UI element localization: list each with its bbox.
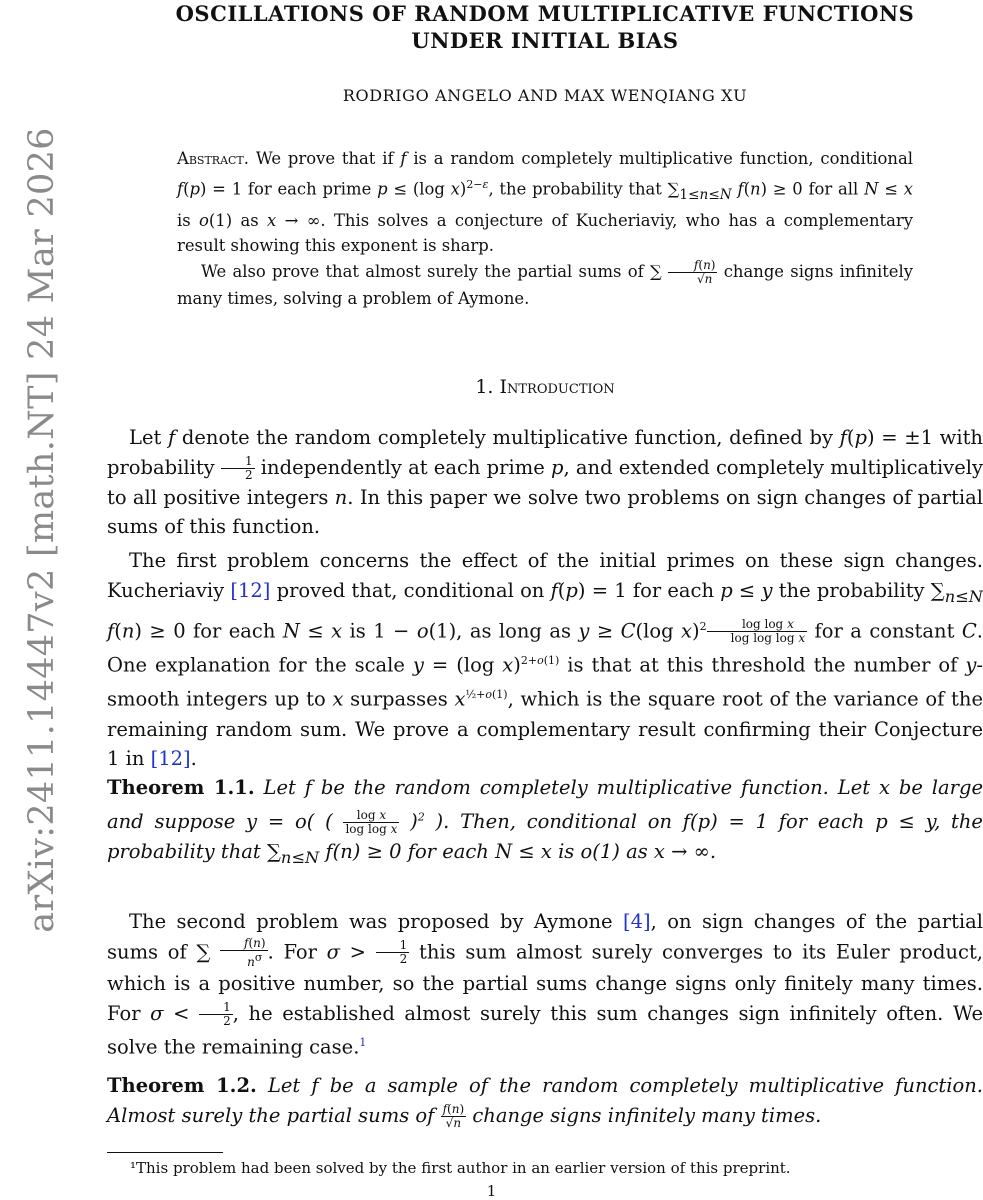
citation-link[interactable]: [4] [623, 910, 651, 933]
footnote: ¹This problem had been solved by the first author in an earlier version of this preprint. [130, 1159, 791, 1177]
intro-paragraph-1: Let f denote the random completely multiplicative function, defined by f(p) = ±1 with probability $\frac{1}{2}$ independently at each prime p, and extended completely multiplicatively to all positive integers n. In this paper we solve two problems on sign changes of partial sums of this function. [107, 426, 983, 539]
abstract-label: Abstract. [177, 149, 249, 168]
page-number: 1 [486, 1182, 497, 1200]
citation-link[interactable]: [12] [150, 747, 191, 771]
citation-link[interactable]: [12] [230, 578, 271, 602]
intro-block-2 [107, 907, 983, 1063]
title-line-2: UNDER INITIAL BIAS [411, 28, 679, 53]
intro-paragraph-2: The first problem concerns the effect of the initial primes on these sign changes. Kucheriaviy [12] proved that, conditional on f(p) = 1 for each p ≤ y the probability $\sum_{n\le N}$ f(n) ≥ 0 for each N ≤ x is 1 − o(1), as long as y ≥ C(log x)$^2$ $\frac{\text{log log x}}{\text{log log log x}}$ for a constant C. One explanation for the scale y = (log x)$^{2+o(1)}$ is that at this threshold the number of y-smooth integers up to x surpasses $x^{\frac{1}{2}+o(1)}$, which is the square root of the variance of the remaining random sum. We prove a complementary result confirming their Conjecture 1 in [12]. [107, 549, 983, 771]
footnote-rule [107, 1152, 223, 1153]
title-line-1: OSCILLATIONS OF RANDOM MULTIPLICATIVE FUNCTIONS [175, 1, 915, 26]
authors: RODRIGO ANGELO AND MAX WENQIANG XU [342, 86, 748, 105]
theorem-1-2: Theorem 1.2. Let f be a sample of the random completely multiplicative function. Almost surely the partial sums of $\frac{f(n)}{√n}$ change signs infinitely many times. [107, 1074, 983, 1130]
section-title: Introduction [499, 376, 615, 398]
section-heading [107, 376, 983, 398]
abstract-paragraph-1: Abstract. We prove that if f is a random completely multiplicative function, conditional f(p) = 1 for each prime p ≤ (log x)$^{2-\varepsilon}$, the probability that $\sum_{1\le n\le N}$ f(n) ≥ 0 for all N ≤ x is o(1) as x → ∞. This solves a conjecture of Kucheriaviy, who has a complementary result showing this exponent is sharp. [177, 149, 913, 256]
abstract [177, 146, 913, 311]
intro-paragraph-3: The second problem was proposed by Aymone [4], on sign changes of the partial sums of ∑ $\frac{f(n)}{n^\sigma}$ . For σ > $\frac{1}{2}$ this sum almost surely converges to its Euler product, which is a positive number, so the partial sums change signs only finitely many times. For σ < $\frac{1}{2}$ , he established almost surely this sum changes sign infinitely often. We solve the remaining case.$^1$ [107, 910, 983, 1059]
section-number: 1. [475, 376, 494, 398]
arxiv-identifier: arXiv:2411.14447v2 [math.NT] 24 Mar 2026 [22, 127, 62, 933]
intro-block-1 [107, 423, 983, 774]
abstract-paragraph-2: We also prove that almost surely the partial sums of ∑ $\frac{f(n)}{√n}$ change signs infinitely many times, solving a problem of Aymone. [177, 257, 913, 308]
theorem-label: Theorem 1.1. [107, 776, 255, 799]
paper-title [107, 0, 983, 54]
theorem-label: Theorem 1.2. [107, 1074, 257, 1097]
theorem-1-1: Theorem 1.1. Let f be the random completely multiplicative function. Let x be large and suppose y = o( ( $\frac{\text{log x}}{\text{log log x}}$ )$^2$ ). Then, conditional on f(p) = 1 for each p ≤ y, the probability that $\sum_{n\le N}$ f(n) ≥ 0 for each N ≤ x is o(1) as x → ∞. [107, 776, 983, 867]
